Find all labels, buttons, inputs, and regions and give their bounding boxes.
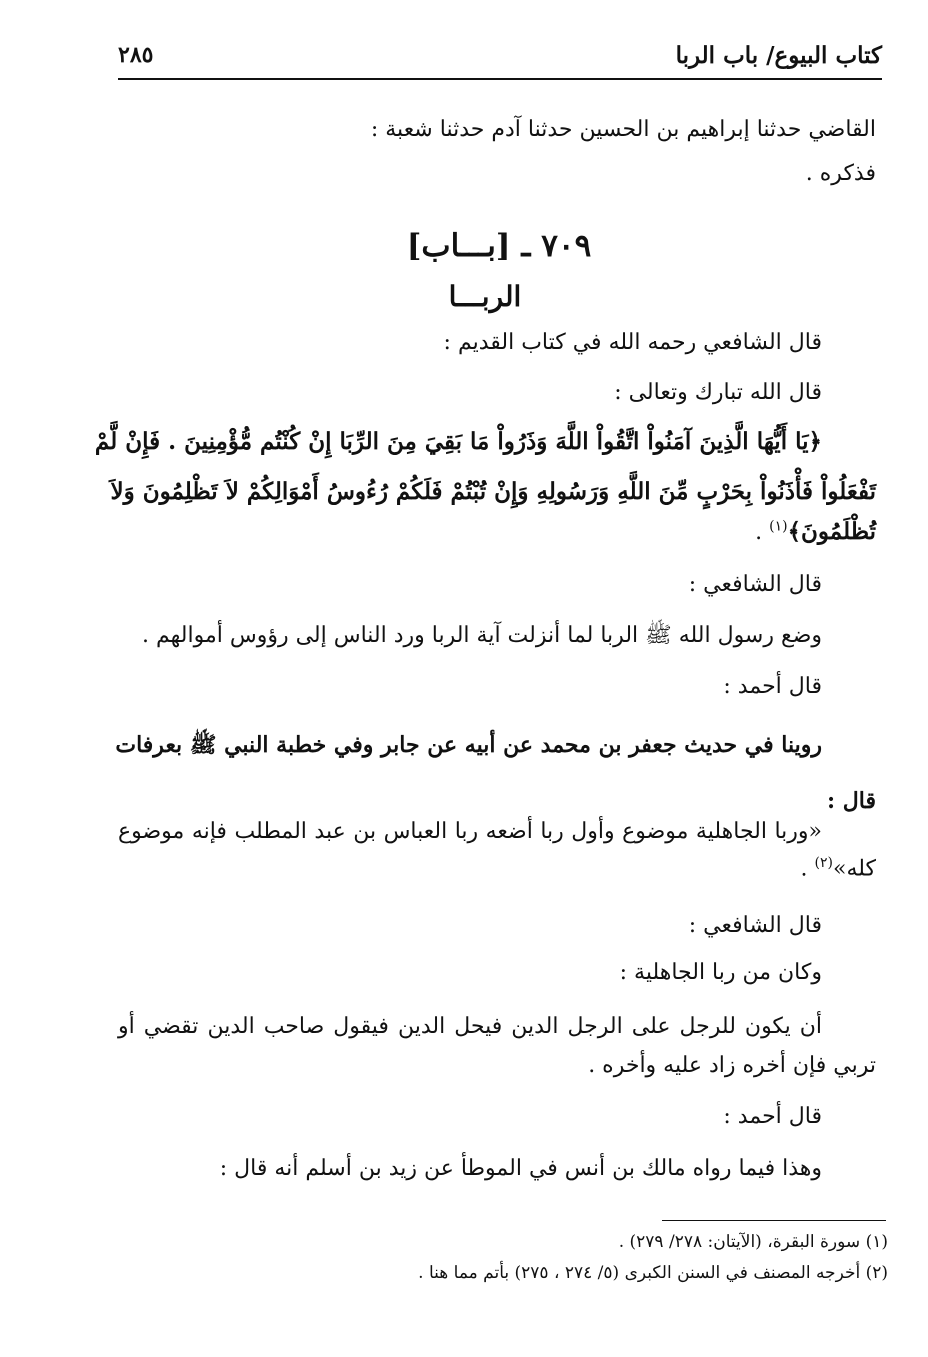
paragraph-debt-line-1: أن يكون للرجل على الرجل الدين فيحل الدين فيقول صاحب الدين تقضي أو [118, 1014, 822, 1039]
quote-line-2 [801, 855, 876, 883]
opening-line: القاضي حدثنا إبراهيم بن الحسين حدثنا آدم حدثنا شعبة : [370, 117, 876, 142]
verse-ending: تُظْلَمُونَ﴾ [787, 518, 876, 545]
footnote-2: (٢) أخرجه المصنف في السنن الكبرى (٥/ ٢٧٤ ، ٢٧٥) بأتم مما هنا . [418, 1263, 888, 1283]
chapter-subtitle: الربـــا [448, 280, 522, 313]
paragraph-ahmad-said: قال أحمد : [723, 674, 822, 699]
paragraph-jafar-hadith: روينا في حديث جعفر بن محمد عن أبيه عن جابر وفي خطبة النبي ﷺ بعرفات [115, 732, 822, 758]
paragraph-shafii-said-2: قال الشافعي : [688, 913, 822, 938]
paragraph-malik-narration: وهذا فيما رواه مالك بن أنس في الموطأ عن زيد بن أسلم أنه قال : [219, 1156, 822, 1181]
footnote-marker-2: (٢) [814, 855, 833, 871]
paragraph-ahmad-said-2: قال أحمد : [723, 1104, 822, 1129]
footnote-1: (١) سورة البقرة، (الآيتان: ٢٧٨/ ٢٧٩) . [618, 1232, 888, 1252]
footnote-marker-1: (١) [769, 518, 788, 535]
paragraph-prophet-abolished: وضع رسول الله ﷺ الربا لما أنزلت آية الربا ورد الناس إلى رؤوس أموالهم . [142, 623, 822, 648]
verse-line-1: ﴿يَا أَيُّهَا الَّذِينَ آمَنُواْ اتَّقُواْ اللَّهَ وَذَرُواْ مَا بَقِيَ مِنَ الرِّبَا إِنْ كُنْتُم مُّؤْمِنِينَ . فَإِنْ لَّمْ [94, 428, 822, 455]
page-number: ٢٨٥ [118, 42, 154, 68]
page-header [118, 38, 882, 80]
paragraph-shafii-intro: قال الشافعي رحمه الله في كتاب القديم : [443, 330, 822, 355]
paragraph-allah-said: قال الله تبارك وتعالى : [614, 380, 822, 405]
chapter-title: ٧٠٩ ـ [بـــاب] [406, 228, 592, 264]
quote-ending: كله» [832, 856, 876, 882]
verse-line-3 [755, 518, 876, 546]
opening-line-end: فذكره . [805, 161, 876, 186]
paragraph-jahiliyya-riba: وكان من ربا الجاهلية : [619, 960, 822, 985]
paragraph-shafii-said: قال الشافعي : [688, 572, 822, 597]
footnote-divider [662, 1220, 886, 1221]
paragraph-debt-line-2: تربي فإن أخره زاد عليه وأخره . [588, 1053, 876, 1078]
running-head: كتاب البيوع/ باب الربا [675, 42, 882, 69]
quote-line-1: «وربا الجاهلية موضوع وأول ربا أضعه ربا العباس بن عبد المطلب فإنه موضوع [118, 819, 822, 844]
verse-end-period: . [755, 520, 770, 545]
verse-line-2: تَفْعَلُواْ فَأْذَنُواْ بِحَرْبٍ مِّنَ اللَّهِ وَرَسُولِهِ وَإِنْ تُبْتُمْ فَلَكُمْ رُءُوسُ أَمْوَالِكُمْ لاَ تَظْلِمُونَ وَلاَ [110, 478, 876, 505]
quote-end-period: . [800, 856, 815, 882]
paragraph-he-said: قال : [827, 788, 876, 814]
